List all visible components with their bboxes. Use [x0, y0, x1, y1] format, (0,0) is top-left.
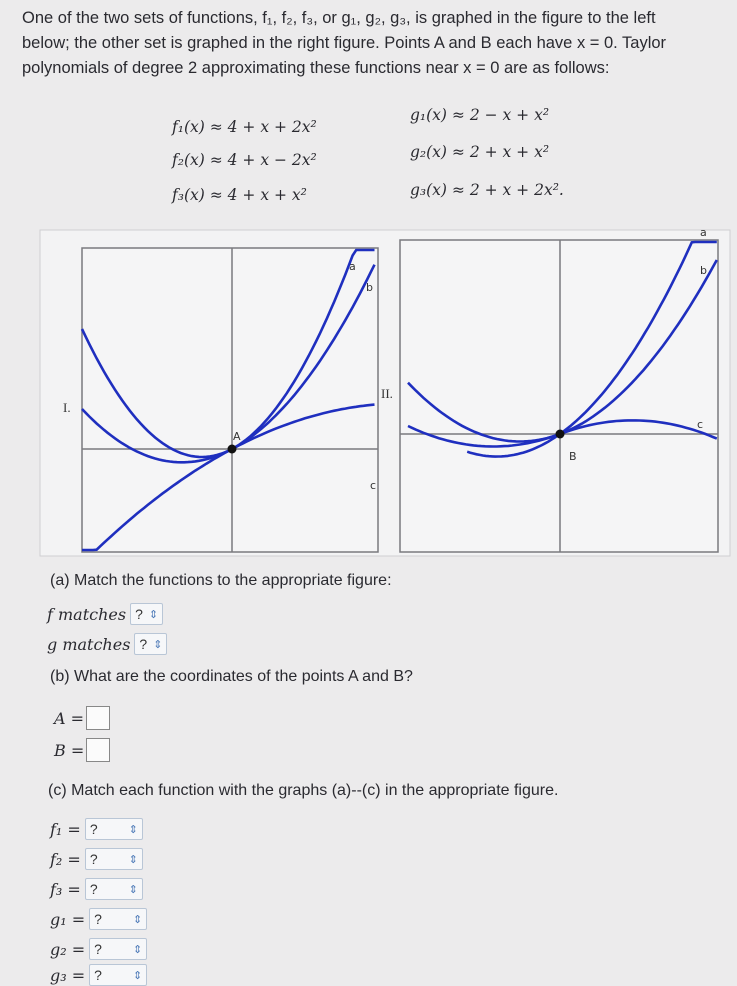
g-matches-select[interactable]: ? ⇕ [134, 633, 167, 655]
chevron-updown-icon: ⇕ [132, 913, 143, 926]
g-matches-label: g matches [47, 634, 131, 654]
formula-g1: g₁(x) ≈ 2 − x + x² [410, 106, 550, 124]
left-graph [82, 248, 378, 552]
point-b-label: B [569, 450, 577, 463]
function-match-select[interactable]: ? ⇕ [85, 848, 143, 870]
intro-line-1: One of the two sets of functions, f₁, f₂, f₃, or g₁, g₂, g₃, is graphed in the figure to the left [22, 9, 656, 27]
function-match-label: g₃ = [50, 965, 86, 985]
chevron-updown-icon: ⇕ [128, 823, 138, 836]
formula-g2: g₂(x) ≈ 2 + x + x² [410, 143, 550, 161]
right-label-c: c [697, 418, 704, 431]
figure-ii-label: II. [381, 386, 393, 401]
function-match-label: f₁ = [50, 819, 81, 839]
chevron-updown-icon: ⇕ [132, 969, 143, 982]
left-label-a: a [349, 260, 356, 273]
function-match-label: g₂ = [50, 939, 86, 959]
point-b-row [54, 738, 110, 762]
f-matches-row [47, 603, 163, 625]
point-b-input-label: B = [54, 740, 85, 760]
left-label-b: b [366, 281, 373, 294]
right-label-a: a [700, 226, 707, 239]
point-a-input-label: A = [54, 708, 85, 728]
intro-line-2: below; the other set is graphed in the right figure. Points A and B each have x = 0. Taylor [22, 34, 667, 52]
point-a-row [54, 706, 110, 730]
chevron-updown-icon: ⇕ [148, 608, 159, 621]
point-a-marker [228, 445, 237, 454]
part-c-question: (c) Match each function with the graphs (a)--(c) in the appropriate figure. [48, 782, 559, 799]
function-match-row [50, 878, 143, 900]
function-match-row [50, 938, 147, 960]
function-match-select[interactable]: ? ⇕ [85, 878, 143, 900]
function-match-row [50, 848, 143, 870]
right-label-b: b [700, 264, 707, 277]
chevron-updown-icon: ⇕ [132, 943, 143, 956]
right-graph [400, 226, 718, 552]
function-match-select[interactable]: ? ⇕ [89, 938, 147, 960]
part-b-question: (b) What are the coordinates of the points A and B? [50, 668, 413, 685]
function-match-select[interactable]: ? ⇕ [85, 818, 143, 840]
formula-g3: g₃(x) ≈ 2 + x + 2x². [410, 181, 564, 199]
function-match-label: g₁ = [50, 909, 86, 929]
point-b-marker [556, 430, 565, 439]
function-match-row [50, 908, 147, 930]
intro-line-3: polynomials of degree 2 approximating these functions near x = 0 are as follows: [22, 59, 610, 77]
function-match-label: f₂ = [50, 849, 81, 869]
point-a-label: A [233, 430, 241, 443]
function-match-label: f₃ = [50, 879, 81, 899]
part-a-question: (a) Match the functions to the appropriate figure: [50, 572, 392, 589]
formula-f3: f₃(x) ≈ 4 + x + x² [172, 186, 307, 204]
function-match-select[interactable]: ? ⇕ [89, 908, 147, 930]
point-a-input[interactable] [86, 706, 110, 730]
formula-f1: f₁(x) ≈ 4 + x + 2x² [172, 118, 317, 136]
f-matches-select[interactable]: ? ⇕ [130, 603, 163, 625]
left-label-c: c [370, 479, 377, 492]
figure-i-label: I. [63, 400, 71, 415]
function-match-select[interactable]: ? ⇕ [89, 964, 147, 986]
chevron-updown-icon: ⇕ [153, 638, 163, 651]
chevron-updown-icon: ⇕ [128, 883, 138, 896]
function-match-row [50, 818, 143, 840]
formula-f2: f₂(x) ≈ 4 + x − 2x² [172, 151, 317, 169]
g-matches-row [47, 633, 167, 655]
point-b-input[interactable] [86, 738, 110, 762]
function-match-row [50, 964, 147, 986]
f-matches-label: f matches [47, 604, 127, 624]
chevron-updown-icon: ⇕ [128, 853, 138, 866]
